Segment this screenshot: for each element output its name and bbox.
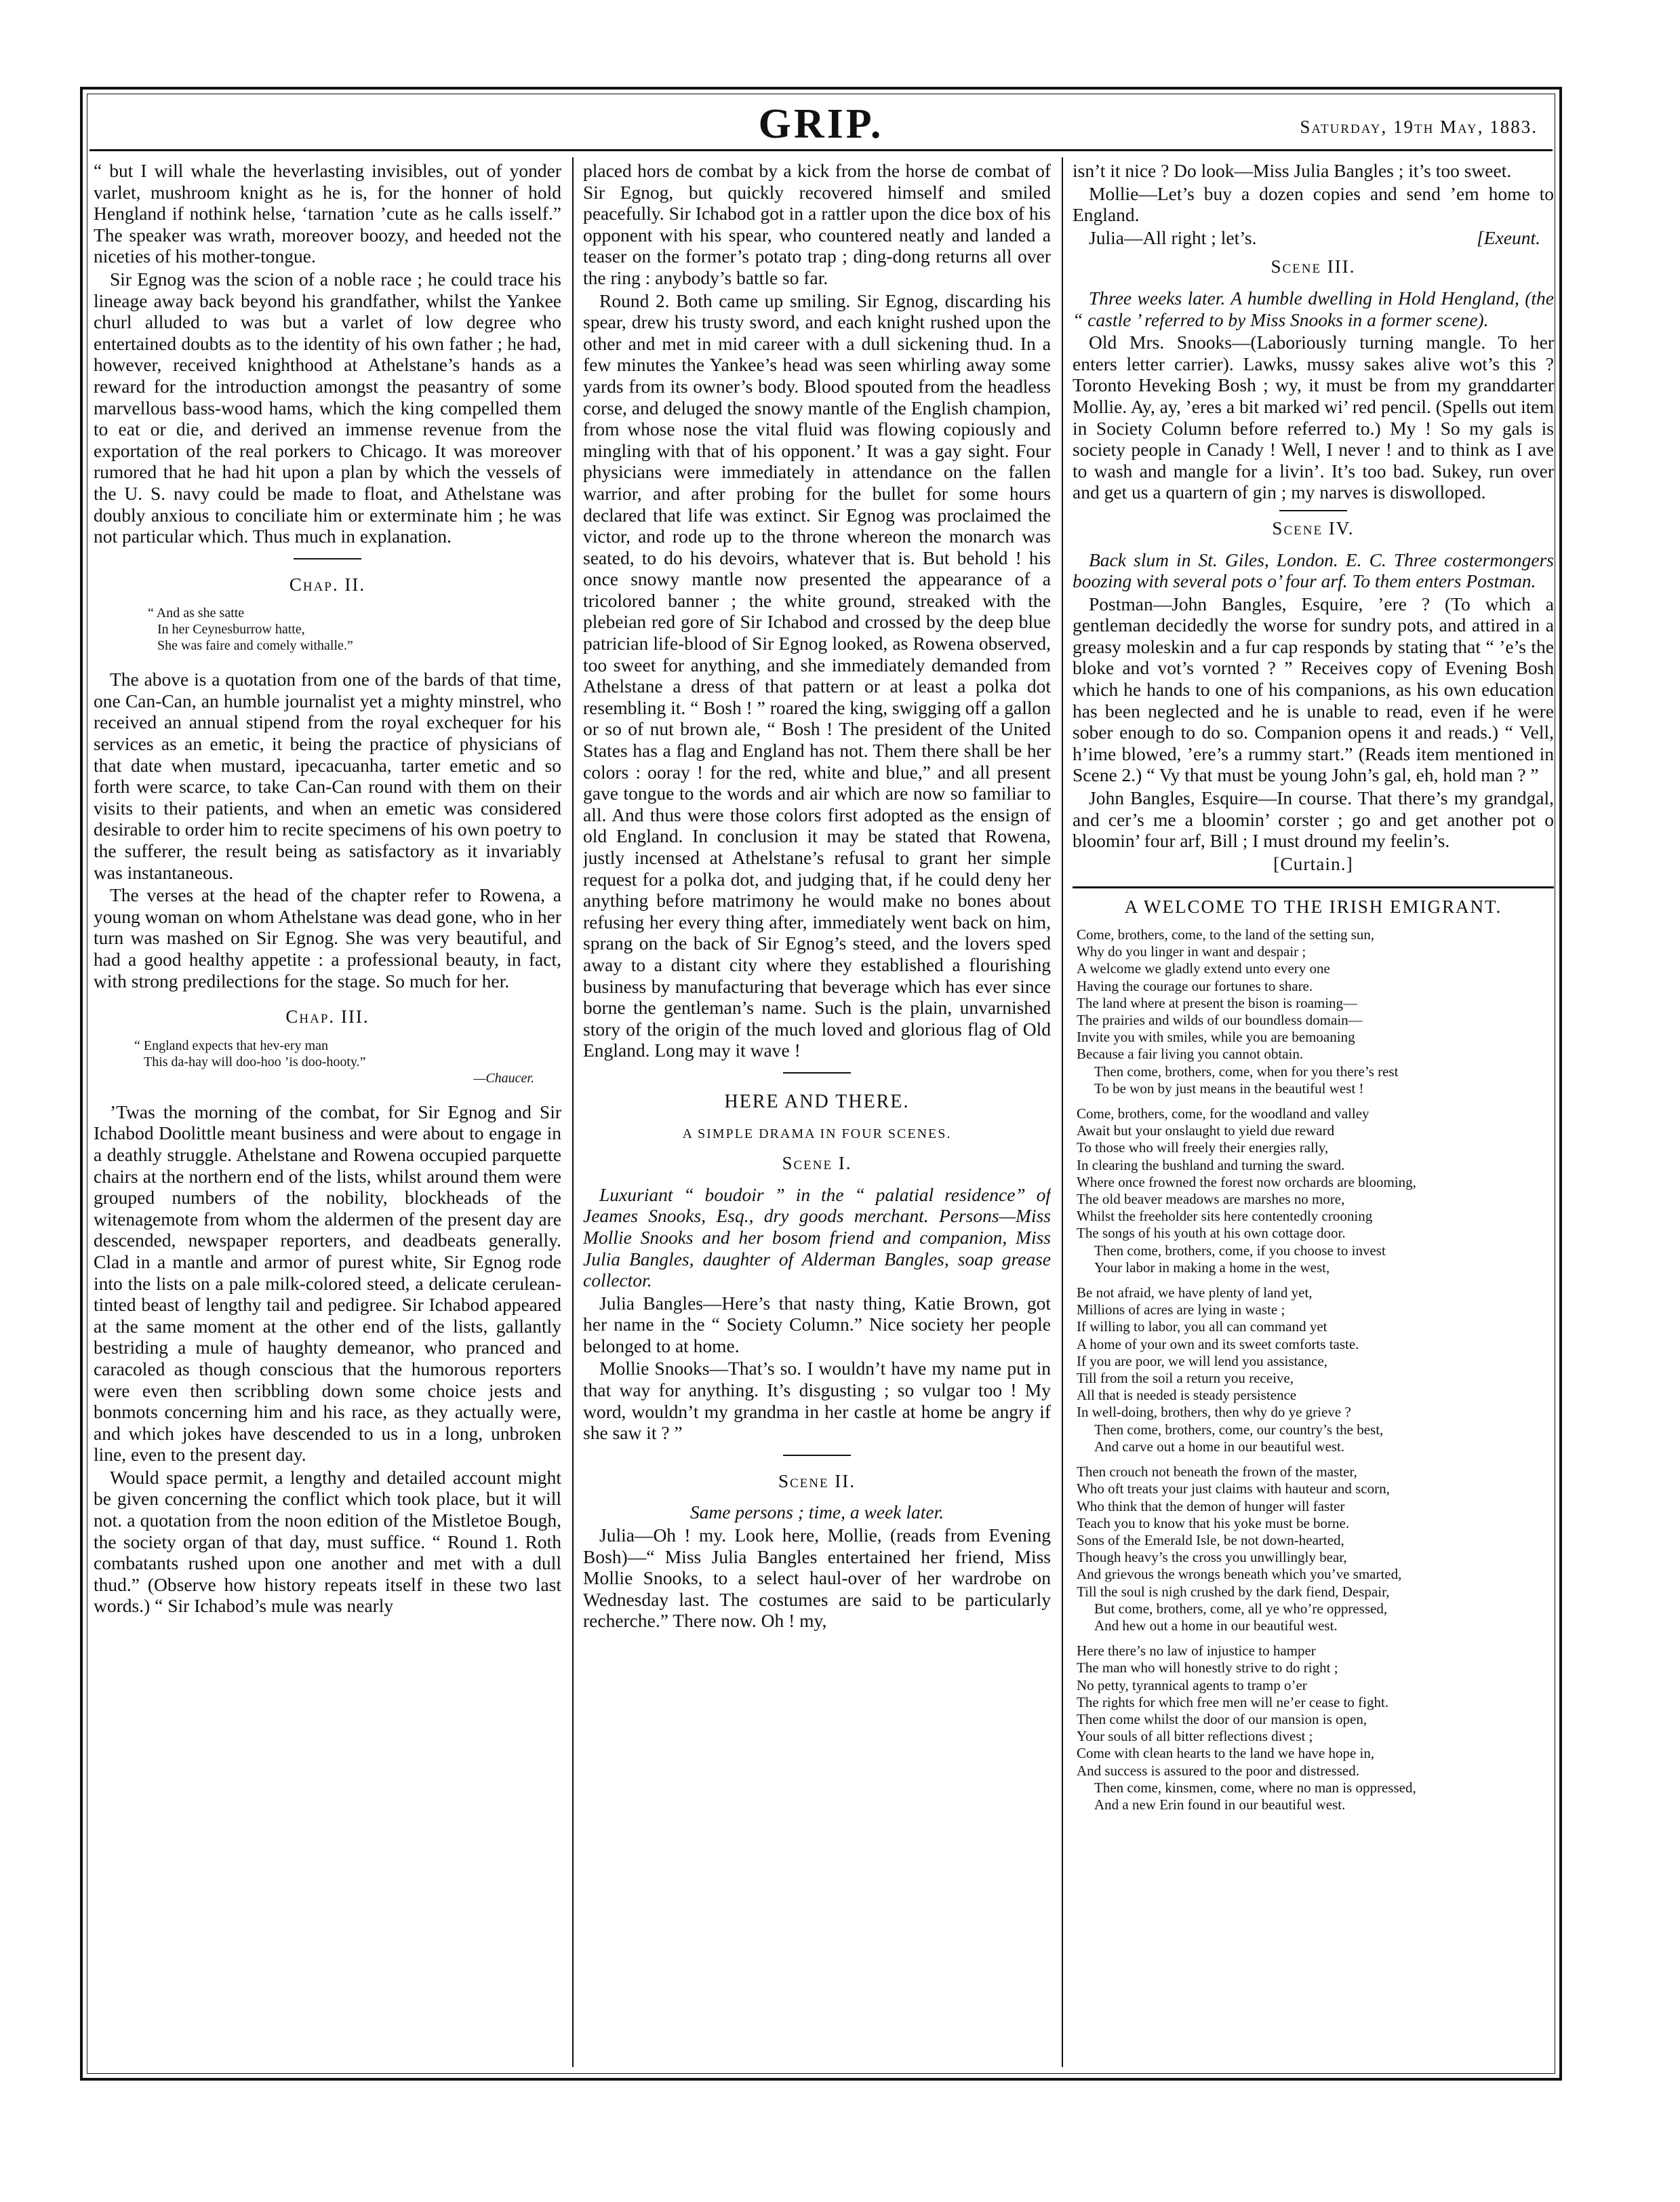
poem-line: Be not afraid, we have plenty of land yet,: [1077, 1284, 1313, 1301]
poem-line: If willing to labor, you all can command yet: [1077, 1318, 1327, 1335]
poem-line: The old beaver meadows are marshes no more,: [1077, 1191, 1345, 1208]
curtain-direction: [Curtain.]: [1273, 852, 1353, 874]
poem-line: Your labor in making a home in the west,: [1094, 1259, 1330, 1276]
stage-direction: Same persons ; time, a week later.: [689, 1501, 944, 1523]
scene-heading: Scene II.: [778, 1470, 856, 1491]
poem-line: Then come, brothers, come, when for you there’s rest: [1094, 1063, 1399, 1080]
poem-line: Come, brothers, come, for the woodland and valley: [1077, 1105, 1369, 1122]
poem: [1077, 926, 1554, 1813]
epigraph: [148, 605, 561, 654]
poem-line: Then come whilst the door of our mansion is open,: [1077, 1710, 1367, 1727]
poem-line: Your souls of all bitter reflections divest ;: [1077, 1728, 1313, 1745]
poem-line: No petty, tyrannical agents to tramp o’er: [1077, 1676, 1307, 1693]
scene-heading: Scene IV.: [1272, 517, 1355, 538]
epigraph-line: “ England expects that hev-ery man: [134, 1038, 328, 1053]
dialogue: isn’t it nice ? Do look—Miss Julia Bangles ; it’s too sweet.: [1073, 160, 1512, 181]
poem-line: Here there’s no law of injustice to hamper: [1077, 1643, 1316, 1659]
poem-line: Till the soul is nigh crushed by the dark fiend, Despair,: [1077, 1583, 1390, 1600]
dialogue: John Bangles, Esquire—In course. That there’s my grandgal, and cer’s me a bloomin’ corster ; go and get another pot o bloomin’ four arf, Bill ; I must dround my feelin’s.: [1073, 787, 1554, 852]
masthead-title: GRIP.: [758, 101, 884, 147]
column-2: [583, 160, 1051, 2067]
poem-line: A home of your own and its sweet comforts taste.: [1077, 1335, 1359, 1352]
column-divider: [572, 157, 574, 2067]
article-columns: [94, 160, 1554, 2067]
separator-rule: [783, 1455, 851, 1456]
dialogue: Old Mrs. Snooks—(Laboriously turning mangle. To her enters letter carrier). Lawks, mussy sakes alive wot’s this ? Toronto Heveking Bosh ; wy, it must be from my granddarter Mollie. Ay, ay, ’eres a bit marked wi’ red pencil. (Spells out item in Society Column before referred to.) My ! So my gals is society people in Canady ! Well, I never ! and to think as I ave to wash and mangle for a livin’. It’s too bad. Sukey, run over and get us a quartern of gin ; my narves is diswolloped.: [1073, 332, 1554, 503]
section-subheading: A SIMPLE DRAMA IN FOUR SCENES.: [682, 1126, 952, 1141]
poem-line: Come with clean hearts to the land we have hope in,: [1077, 1745, 1375, 1762]
poem-line: The land where at present the bison is roaming—: [1077, 994, 1358, 1011]
poem-line: Then come, brothers, come, our country’s the best,: [1094, 1421, 1384, 1438]
poem-line: And grievous the wrongs beneath which you’ve smarted,: [1077, 1566, 1402, 1583]
poem-line: The man who will honestly strive to do right ;: [1077, 1659, 1338, 1676]
poem-line: A welcome we gladly extend unto every one: [1077, 960, 1330, 977]
newspaper-page: [80, 87, 1562, 2081]
paragraph: placed hors de combat by a kick from the horse de combat of Sir Egnog, but quickly recovered himself and smiled peacefully. Sir Ichabod got in a rattler upon the dice box of his opponent with his spear, who countered neatly and landed a teaser on the former’s potato trap ; ding-dong returns all over the ring : anybody’s battle so far.: [583, 160, 1051, 288]
poem-line: Why do you linger in want and despair ;: [1077, 943, 1306, 960]
epigraph: [134, 1038, 561, 1086]
paragraph: Round 2. Both came up smiling. Sir Egnog, discarding his spear, drew his trusty sword, and each knight rushed upon the other and met in mid career with a dull sickening thud. In a few minutes the Yankee’s head was seen whirling away some yards from its owner’s body. Blood spouted from the headless corse, and deluged the snowy mantle of the English champion, from whose nose the vital fluid was flowing copiously and mingling with that of his opponent.’ It was a gay sight. Four physicians were immediately in attendance on the fallen warrior, and after probing for the bullet for some hours declared that life was extinct. Sir Egnog was proclaimed the victor, and rode up to the throne whereon the monarch was seated, to do his devoirs, whatever that is. But behold ! his once snowy mantle now presented the appearance of a tricolored banner ; the white ground, streaked with the plebeian red gore of Sir Ichabod and crossed by the deep blue patrician life-blood of Sir Egnog looked, as Rowena observed, too sweet for anything, and she immediately demanded from Athelstane a dress of that pattern or at least a polka dot resembling it. “ Bosh ! ” roared the king, swigging off a gallon or so of nut brown ale, “ Bosh ! The president of the United States has a flag and England has not. Them there shall be her colors : ooray ! for the red, white and blue,” and all present gave tongue to the words and air which are now so familiar to all. And thus were those colors first adopted as the ensign of old England. In conclusion it may be stated that Rowena, justly incensed at Athelstane’s refusal to grant her simple request for a polka dot, and judging that, if he could deny her anything before matrimony he would make no bones about refusing her every thing after, immediately went back on him, sprang on the back of Sir Egnog’s steed, and the lovers sped away to a distant city where they established a flourishing business by manufacturing that beverage which has ever since borne the gentleman’s name. Such is the plain, unvarnished story of the origin of the much loved and glorious flag of Old England. Long may it wave !: [583, 290, 1051, 1061]
poem-line: And hew out a home in our beautiful west.: [1094, 1617, 1338, 1634]
issue-date: Saturday, 19th May, 1883.: [1300, 117, 1538, 137]
epigraph-line: She was faire and comely withalle.”: [157, 638, 353, 654]
poem-line: The songs of his youth at his own cottage door.: [1077, 1225, 1346, 1242]
poem-line: Invite you with smiles, while you are bemoaning: [1077, 1029, 1355, 1046]
paragraph: The above is a quotation from one of the bards of that time, one Can-Can, an humble journalist yet a mighty minstrel, who received an annual stipend from the royal exchequer for his services as an emetic, it being the practice of physicians of that date when mustard, ipecacuanha, tarter emetic and so forth were scarce, to take Can-Can round with them on their visits to their patients, and when an emetic was considered desirable to order him to recite specimens of his own poetry to the sufferer, the result being as satisfactory as it invariably was instantaneous.: [94, 669, 561, 883]
poem-line: Then come, brothers, come, if you choose to invest: [1094, 1242, 1386, 1259]
poem-title: A WELCOME TO THE IRISH EMIGRANT.: [1124, 897, 1502, 918]
poem-line: Teach you to know that his yoke must be borne.: [1077, 1514, 1350, 1531]
separator-rule: [294, 558, 361, 559]
paragraph: ’Twas the morning of the combat, for Sir Egnog and Sir Ichabod Doolittle meant business and were about to engage in a deathly struggle. Athelstane and Rowena occupied parquette chairs at the northern end of the lists, whilst around them were grouped numbers of the nobility, blockheads of the witenagemote from whom the aldermen of the present day are descended, newspaper reporters, and deadbeats generally. Clad in a mantle and armor of purest white, Sir Egnog rode into the lists on a pale milk-colored steed, a delicate cerulean-tinted beast of lengthy tail and pedigree. Sir Ichabod appeared at the same moment at the other end of the lists, gallantly bestriding a mule of haughty demeanor, who pranced and caracoled as though conscious that the humorous reporters were even then scribbling down some choice jests and bonmots concerning him and his race, as they actually were, and which jokes have descended to us in a long, unbroken line, even to the present day.: [94, 1101, 561, 1466]
column-divider: [1062, 157, 1063, 2067]
poem-line: Await but your onslaught to yield due reward: [1077, 1122, 1335, 1139]
poem-line: To be won by just means in the beautiful west !: [1094, 1080, 1364, 1097]
poem-line: Where once frowned the forest now orchards are blooming,: [1077, 1173, 1416, 1190]
separator-rule: [783, 1072, 851, 1074]
dialogue: Mollie Snooks—That’s so. I wouldn’t have my name put in that way for anything. It’s disgusting ; so vulgar too ! My word, wouldn’t my grandma in her castle at home be angry if she saw it ? ”: [583, 1358, 1051, 1444]
poem-line: To those who will freely their energies rally,: [1077, 1139, 1329, 1156]
poem-line: In well-doing, brothers, then why do ye grieve ?: [1077, 1404, 1351, 1421]
poem-line: All that is needed is steady persistence: [1077, 1387, 1297, 1404]
poem-line: Who think that the demon of hunger will faster: [1077, 1497, 1345, 1514]
poem-line: Because a fair living you cannot obtain.: [1077, 1046, 1304, 1063]
paragraph: Would space permit, a lengthy and detailed account might be given concerning the conflict which took place, but it will not. a quotation from the noon edition of the Mistletoe Bough, the society organ of that day, must suffice. “ Round 1. Roth combatants rushed upon one another and met with a dull thud.” (Observe how history repeats itself in these two last words.) “ Sir Ichabod’s mule was nearly: [94, 1466, 561, 1617]
scene-heading: Scene I.: [782, 1153, 852, 1174]
stage-direction: Luxuriant “ boudoir ” in the “ palatial residence” of Jeames Snooks, Esq., dry goods merchant. Persons—Miss Mollie Snooks and her bosom friend and companion, Miss Julia Bangles, daughter of Alderman Bangles, soap grease collector.: [583, 1183, 1051, 1291]
separator-rule: [1279, 510, 1347, 511]
dialogue: [1073, 227, 1554, 249]
chapter-heading: Chap. III.: [285, 1006, 369, 1027]
section-heading: HERE AND THERE.: [724, 1090, 910, 1112]
separator-rule: [1073, 886, 1554, 888]
paragraph: The verses at the head of the chapter refer to Rowena, a young woman on whom Athelstane was dead gone, who in her turn was mashed on Sir Egnog. She was very beautiful, and had a good healthy appetite : a professional beauty, in fact, with strong predilections for the stage. So much for her.: [94, 884, 561, 991]
stage-direction: Three weeks later. A humble dwelling in Hold Hengland, (the “ castle ’ referred to by Miss Snooks in a former scene).: [1073, 287, 1554, 330]
chapter-heading: Chap. II.: [289, 574, 366, 595]
stage-direction: Back slum in St. Giles, London. E. C. Three costermongers boozing with several pots o’ four arf. To them enters Postman.: [1073, 549, 1554, 592]
dialogue: Postman—John Bangles, Esquire, ’ere ? (To which a gentleman decidedly the worse for sundry pots, and attired in a greasy moleskin and a fur cap responds by stating that “ ’e’s the bloke and vot’s vornted ? ” Receives copy of Evening Bosh which he hands to one of his companions, as his own education has been neglected and he is unable to read, even if he were sober enough to do so. Companion opens it and reads.) “ Vell, h’ime blowed, ’ere’s a rummy start.” (Reads item mentioned in Scene 2.) “ Vy that must be young John’s gal, eh, hold man ? ”: [1073, 593, 1554, 786]
poem-line: If you are poor, we will lend you assistance,: [1077, 1352, 1328, 1369]
epigraph-line: “ And as she satte: [148, 606, 245, 621]
poem-line: But come, brothers, come, all ye who’re oppressed,: [1094, 1600, 1388, 1617]
poem-line: Till from the soil a return you receive,: [1077, 1370, 1294, 1387]
dialogue: Julia—Oh ! my. Look here, Mollie, (reads from Evening Bosh)—“ Miss Julia Bangles entertained her friend, Miss Mollie Snooks, to a select haul-over of her wardrobe on Wednesday last. The costumes are said to be particularly recherche.” There now. Oh ! my,: [583, 1525, 1051, 1632]
poem-line: Come, brothers, come, to the land of the setting sun,: [1077, 926, 1375, 943]
dialogue: Julia Bangles—Here’s that nasty thing, Katie Brown, got her name in the “ Society Column.” Nice society her people belonged to at home.: [583, 1292, 1051, 1356]
dialogue-line: Julia—All right ; let’s.: [1089, 227, 1257, 248]
poem-line: And a new Erin found in our beautiful west.: [1094, 1796, 1346, 1813]
epigraph-line: In her Ceynesburrow hatte,: [157, 622, 305, 637]
scene-heading: Scene III.: [1271, 256, 1356, 277]
poem-line: In clearing the bushland and turning the sward.: [1077, 1156, 1345, 1173]
exeunt-direction: [Exeunt.: [1477, 227, 1540, 248]
poem-line: Sons of the Emerald Isle, be not down-hearted,: [1077, 1531, 1344, 1548]
column-3: [1073, 160, 1554, 2067]
poem-line: And carve out a home in our beautiful west.: [1094, 1438, 1345, 1455]
poem-line: And success is assured to the poor and distressed.: [1077, 1762, 1360, 1779]
poem-line: The prairies and wilds of our boundless domain—: [1077, 1012, 1363, 1029]
poem-line: Though heavy’s the cross you unwillingly bear,: [1077, 1549, 1347, 1566]
paragraph: Sir Egnog was the scion of a noble race ; he could trace his lineage away back beyond his grandfather, whilst the Yankee churl alluded to was but a varlet of low degree who entertained doubts as to the identity of his own father ; he had, however, received knighthood at Athelstane’s hands as a reward for the introduction amongst the peasantry of some marvellous bass-wood hams, which the king compelled them to eat or die, and derived an immense revenue from the exportation of the real porkers to Chicago. It was moreover rumored that he had hit upon a plan by which the vessels of the U. S. navy could be made to float, and Athelstane was doubly anxious to conciliate him or exterminate him ; he was not particular which. Thus much in explanation.: [94, 268, 561, 547]
poem-line: Having the courage our fortunes to share.: [1077, 977, 1313, 994]
epigraph-line: This da-hay will doo-hoo ’is doo-hooty.”: [144, 1054, 366, 1069]
poem-line: Whilst the freeholder sits here contentedly crooning: [1077, 1208, 1373, 1225]
epigraph-attribution: —Chaucer.: [473, 1070, 534, 1086]
dialogue: Mollie—Let’s buy a dozen copies and send ’em home to England.: [1073, 182, 1554, 226]
poem-line: Who oft treats your just claims with hauteur and scorn,: [1077, 1480, 1390, 1497]
poem-line: Then crouch not beneath the frown of the master,: [1077, 1463, 1357, 1480]
column-1: [94, 160, 561, 2067]
poem-line: The rights for which free men will ne’er cease to fight.: [1077, 1693, 1389, 1710]
poem-line: Then come, kinsmen, come, where no man is oppressed,: [1094, 1779, 1416, 1796]
page-header: [89, 96, 1553, 151]
paragraph: “ but I will whale the heverlasting invisibles, out of yonder varlet, mushroom knight as he is, for the honner of hold Hengland if nothink helse, ‘tarnation ’cute as he calls isself.” The speaker was wrath, moreover boozy, and heeded not the niceties of his mother-tongue.: [94, 160, 561, 267]
poem-line: Millions of acres are lying in waste ;: [1077, 1301, 1285, 1318]
